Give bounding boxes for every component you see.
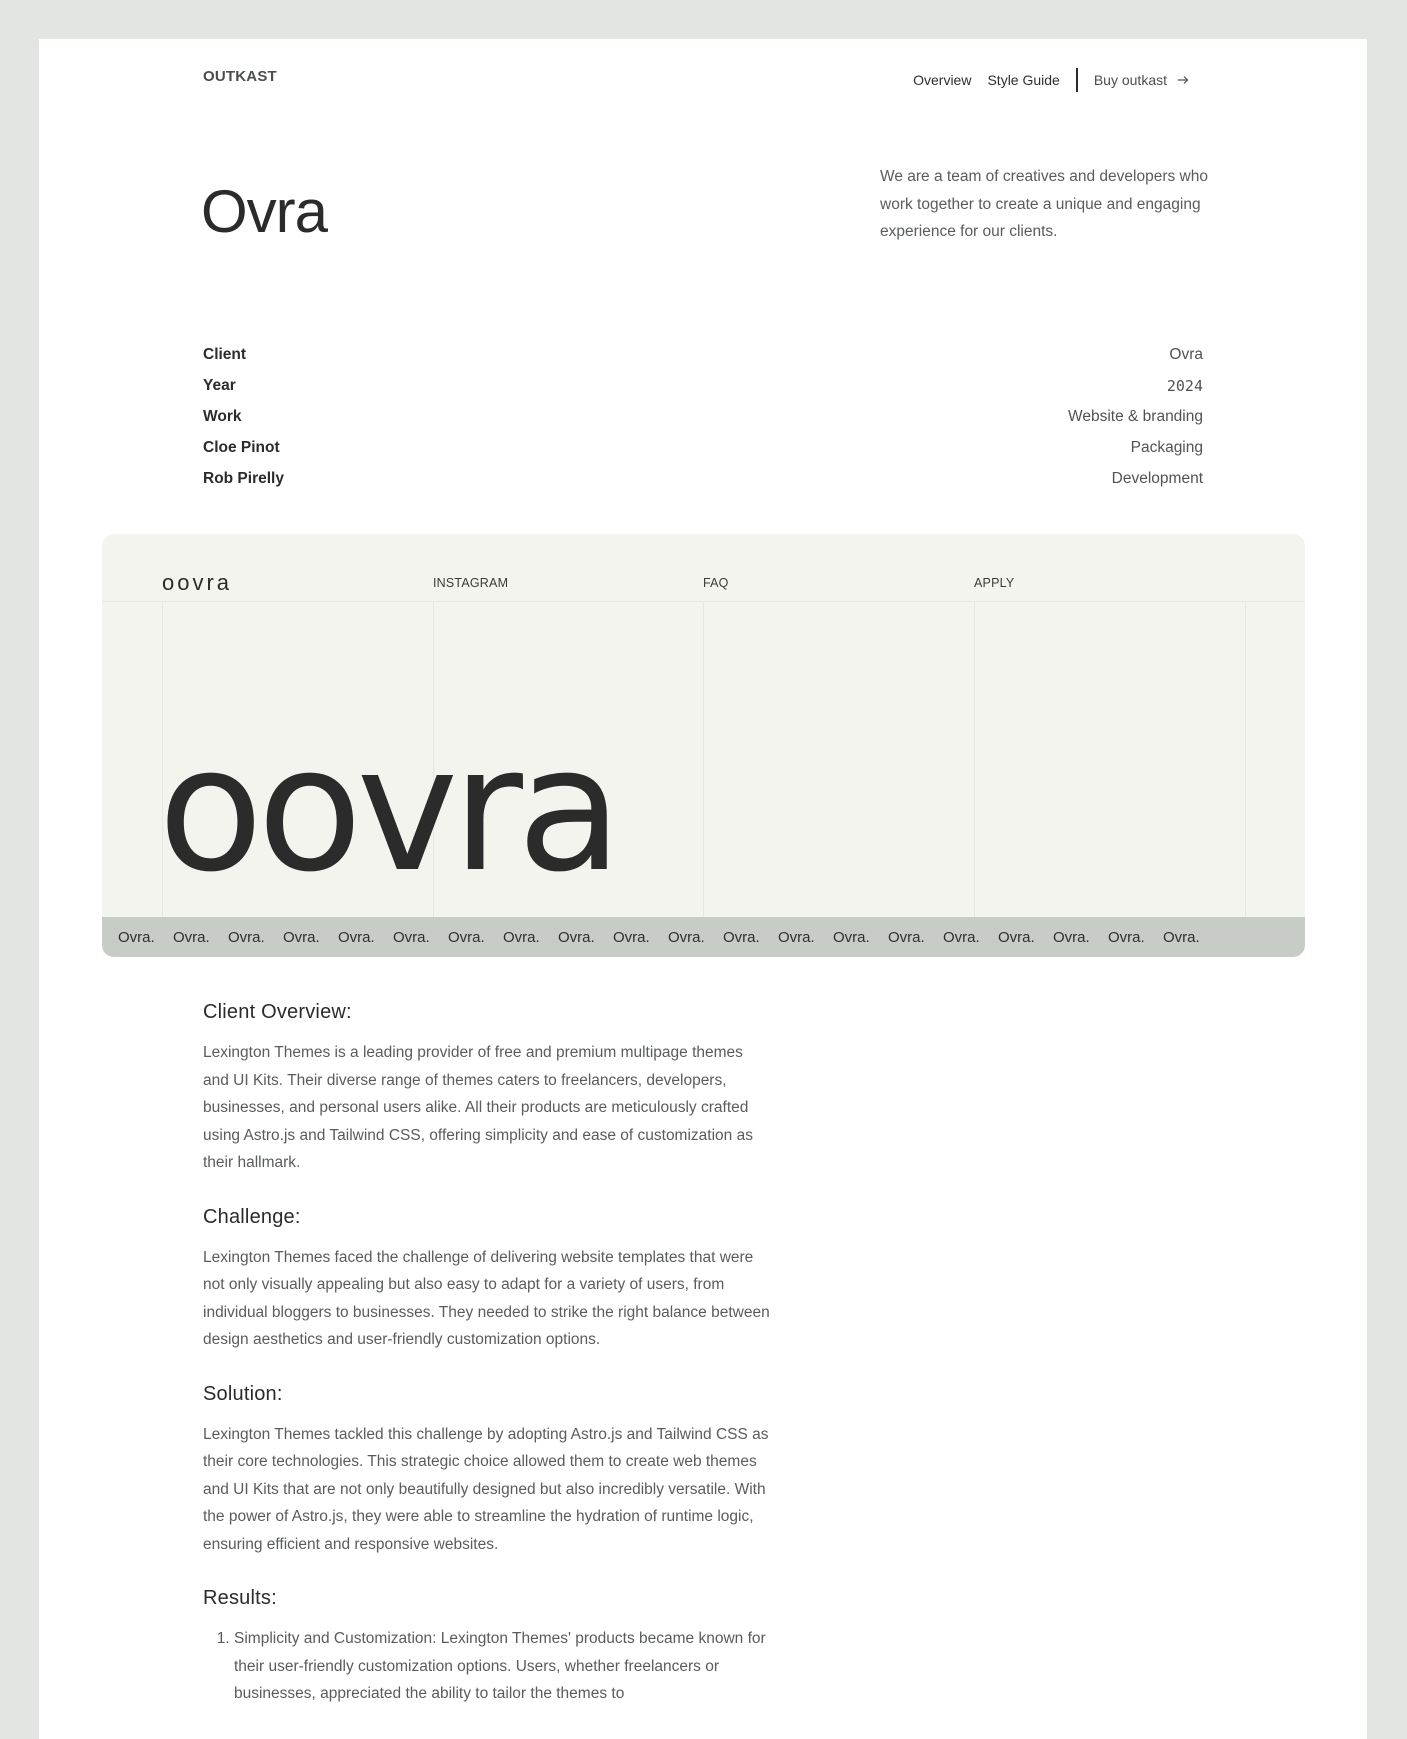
marquee-item: Ovra.	[283, 928, 320, 946]
meta-label: Work	[203, 407, 242, 425]
results-list-item: 1. Simplicity and Customization: Lexington Themes' products became known for their user-friendly customization options. Users, whether freelancers or businesses, appreciated the ability to tailor the themes to	[234, 1625, 773, 1708]
showcase-wordmark: oovra	[158, 709, 617, 910]
marquee-item: Ovra.	[503, 928, 540, 946]
meta-row-year	[203, 370, 1203, 401]
grid-line	[974, 601, 975, 917]
marquee-item: Ovra.	[613, 928, 650, 946]
meta-row-cloe-pinot	[203, 432, 1203, 463]
marquee-item: Ovra.	[228, 928, 265, 946]
marquee-item: Ovra.	[338, 928, 375, 946]
nav-overview[interactable]: Overview	[913, 72, 972, 88]
top-nav	[913, 68, 1189, 92]
marquee-item: Ovra.	[998, 928, 1035, 946]
arrow-right-icon	[1177, 74, 1189, 86]
results-list	[203, 1625, 773, 1708]
showcase-marquee	[102, 917, 1305, 957]
marquee-item: Ovra.	[558, 928, 595, 946]
project-meta	[203, 339, 1203, 494]
overview-heading: Client Overview:	[203, 1001, 352, 1023]
brand-logo[interactable]: OUTKAST	[203, 68, 277, 85]
solution-heading: Solution:	[203, 1382, 283, 1405]
marquee-item: Ovra.	[393, 928, 430, 946]
meta-label: Rob Pirelly	[203, 469, 284, 487]
project-showcase-image	[102, 534, 1305, 957]
marquee-item: Ovra.	[173, 928, 210, 946]
marquee-item: Ovra.	[1163, 928, 1200, 946]
marquee-item: Ovra.	[833, 928, 870, 946]
meta-row-work	[203, 401, 1203, 432]
marquee-item: Ovra.	[118, 928, 155, 946]
buy-label: Buy outkast	[1093, 72, 1167, 88]
overview-text: Lexington Themes is a leading provider of free and premium multipage themes and UI Kits. Their diverse range of themes caters to freelancers, developers, businesses, and personal users alike. All their products are meticulously crafted using Astro.js and Tailwind CSS, offering simplicity and ease of customization as their hallmark.	[203, 1044, 753, 1171]
marquee-item: Ovra.	[778, 928, 815, 946]
meta-row-client	[203, 339, 1203, 370]
marquee-item: Ovra.	[668, 928, 705, 946]
meta-value: Website & branding	[1068, 407, 1203, 425]
challenge-text: Lexington Themes faced the challenge of delivering website templates that were not only visually appealing but also easy to adapt for a variety of users, from individual bloggers to businesses. They needed to strike the right balance between design aesthetics and user-friendly customization options.	[203, 1248, 770, 1348]
meta-label: Year	[203, 376, 236, 394]
showcase-link-instagram: INSTAGRAM	[433, 576, 509, 590]
marquee-item: Ovra.	[448, 928, 485, 946]
solution-text: Lexington Themes tackled this challenge by adopting Astro.js and Tailwind CSS as their core technologies. This strategic choice allowed them to create web themes and UI Kits that are not only beautifully designed but also incredibly versatile. With the power of Astro.js, they were able to streamline the hydration of runtime logic, ensuring efficient and responsive websites.	[203, 1425, 769, 1553]
meta-label: Client	[203, 345, 247, 363]
page-title: Ovra	[201, 178, 328, 245]
case-study-article	[203, 1001, 773, 1708]
meta-value: Development	[1111, 469, 1203, 487]
marquee-item: Ovra.	[943, 928, 980, 946]
marquee-item: Ovra.	[888, 928, 925, 946]
marquee-item: Ovra.	[723, 928, 760, 946]
showcase-logo: oovra	[162, 570, 233, 595]
challenge-heading: Challenge:	[203, 1205, 301, 1228]
marquee-item: Ovra.	[1053, 928, 1090, 946]
results-heading: Results:	[203, 1587, 277, 1609]
grid-line	[703, 601, 704, 917]
marquee-item: Ovra.	[1108, 928, 1145, 946]
showcase-link-faq: FAQ	[703, 576, 729, 590]
buy-outkast-link[interactable]	[1094, 72, 1189, 88]
meta-row-rob-pirelly	[203, 463, 1203, 494]
hero-description: We are a team of creatives and developers who work together to create a unique and engaging experience for our clients.	[880, 168, 1208, 240]
meta-value: 2024	[1166, 376, 1203, 395]
page	[39, 39, 1367, 1739]
showcase-link-apply: APPLY	[974, 576, 1015, 590]
nav-style-guide[interactable]: Style Guide	[987, 72, 1060, 88]
meta-value: Packaging	[1130, 438, 1203, 456]
nav-divider	[1076, 68, 1078, 92]
meta-value: Ovra	[1169, 345, 1203, 363]
meta-label: Cloe Pinot	[203, 438, 280, 456]
grid-line	[1245, 601, 1246, 917]
